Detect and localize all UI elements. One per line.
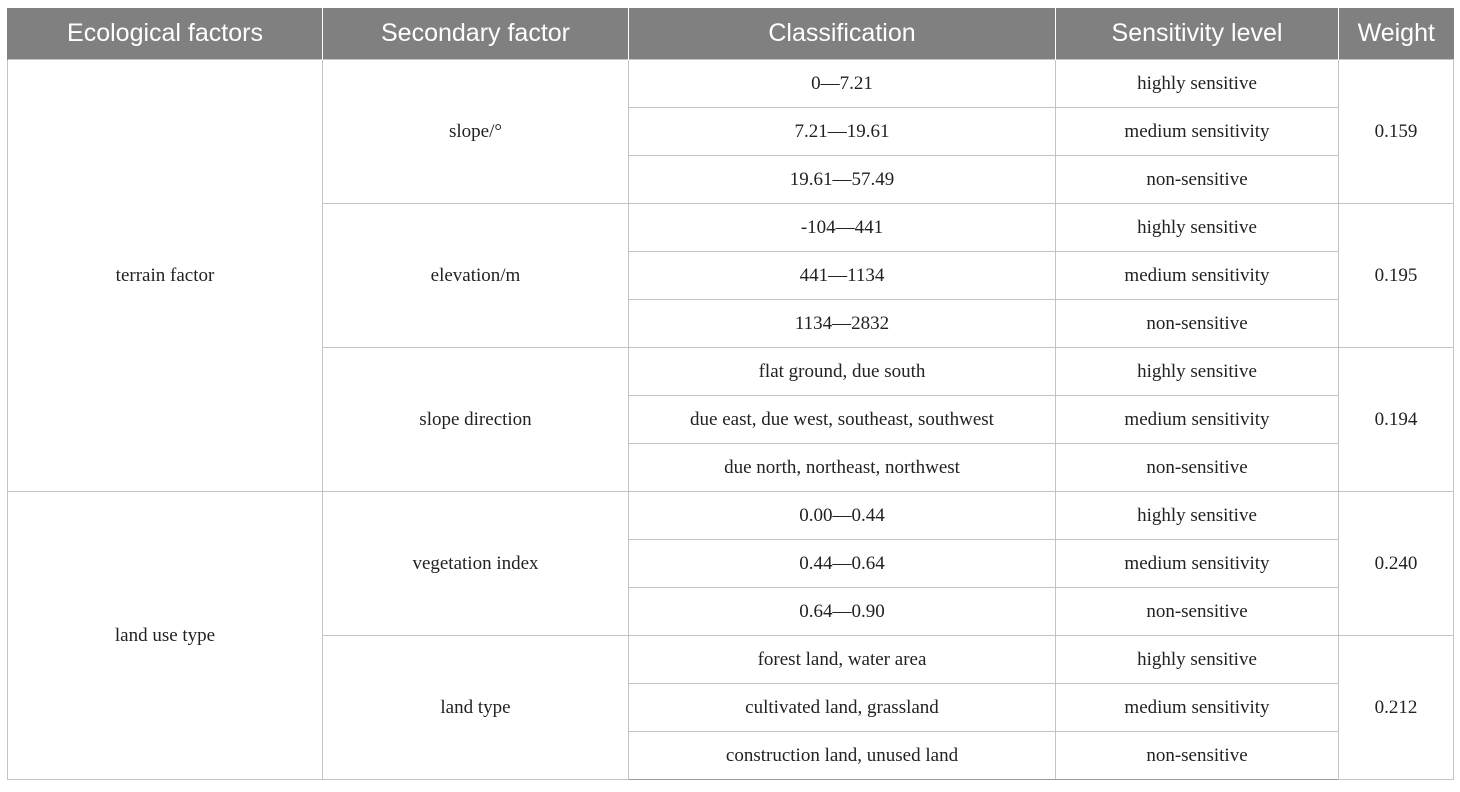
header-ecological-factors: Ecological factors — [8, 8, 323, 60]
sensitivity-cell: highly sensitive — [1056, 204, 1339, 252]
table-row — [8, 492, 1454, 540]
classification-cell: 0.64—0.90 — [629, 588, 1056, 636]
classification-cell: 1134—2832 — [629, 300, 1056, 348]
sensitivity-cell: highly sensitive — [1056, 60, 1339, 108]
secondary-factor-cell: slope direction — [323, 348, 629, 492]
sensitivity-cell: medium sensitivity — [1056, 396, 1339, 444]
header-row — [8, 8, 1454, 60]
sensitivity-cell: highly sensitive — [1056, 636, 1339, 684]
sensitivity-cell: non-sensitive — [1056, 732, 1339, 780]
classification-cell: 19.61—57.49 — [629, 156, 1056, 204]
sensitivity-cell: highly sensitive — [1056, 348, 1339, 396]
table-row — [8, 60, 1454, 108]
classification-cell: due east, due west, southeast, southwest — [629, 396, 1056, 444]
secondary-factor-cell: land type — [323, 636, 629, 780]
weight-cell: 0.240 — [1339, 492, 1454, 636]
weight-cell: 0.212 — [1339, 636, 1454, 780]
classification-cell: -104—441 — [629, 204, 1056, 252]
classification-cell: construction land, unused land — [629, 732, 1056, 780]
sensitivity-cell: non-sensitive — [1056, 300, 1339, 348]
header-secondary-factor: Secondary factor — [323, 8, 629, 60]
classification-cell: due north, northeast, northwest — [629, 444, 1056, 492]
classification-cell: 0—7.21 — [629, 60, 1056, 108]
table-body — [8, 60, 1454, 780]
weight-cell: 0.159 — [1339, 60, 1454, 204]
sensitivity-cell: medium sensitivity — [1056, 252, 1339, 300]
classification-cell: flat ground, due south — [629, 348, 1056, 396]
classification-cell: 7.21—19.61 — [629, 108, 1056, 156]
sensitivity-cell: non-sensitive — [1056, 444, 1339, 492]
header-classification: Classification — [629, 8, 1056, 60]
ecological-factor-cell: terrain factor — [8, 60, 323, 492]
secondary-factor-cell: slope/° — [323, 60, 629, 204]
sensitivity-cell: medium sensitivity — [1056, 684, 1339, 732]
header-weight: Weight — [1339, 8, 1454, 60]
secondary-factor-cell: vegetation index — [323, 492, 629, 636]
classification-cell: 441—1134 — [629, 252, 1056, 300]
weight-cell: 0.194 — [1339, 348, 1454, 492]
classification-cell: forest land, water area — [629, 636, 1056, 684]
sensitivity-cell: medium sensitivity — [1056, 108, 1339, 156]
header-sensitivity-level: Sensitivity level — [1056, 8, 1339, 60]
ecological-factor-cell: land use type — [8, 492, 323, 780]
ecological-factors-table-container — [7, 8, 1453, 780]
sensitivity-cell: highly sensitive — [1056, 492, 1339, 540]
classification-cell: cultivated land, grassland — [629, 684, 1056, 732]
sensitivity-cell: non-sensitive — [1056, 588, 1339, 636]
weight-cell: 0.195 — [1339, 204, 1454, 348]
classification-cell: 0.44—0.64 — [629, 540, 1056, 588]
ecological-factors-table — [7, 8, 1454, 780]
classification-cell: 0.00—0.44 — [629, 492, 1056, 540]
sensitivity-cell: non-sensitive — [1056, 156, 1339, 204]
table-header — [8, 8, 1454, 60]
secondary-factor-cell: elevation/m — [323, 204, 629, 348]
sensitivity-cell: medium sensitivity — [1056, 540, 1339, 588]
